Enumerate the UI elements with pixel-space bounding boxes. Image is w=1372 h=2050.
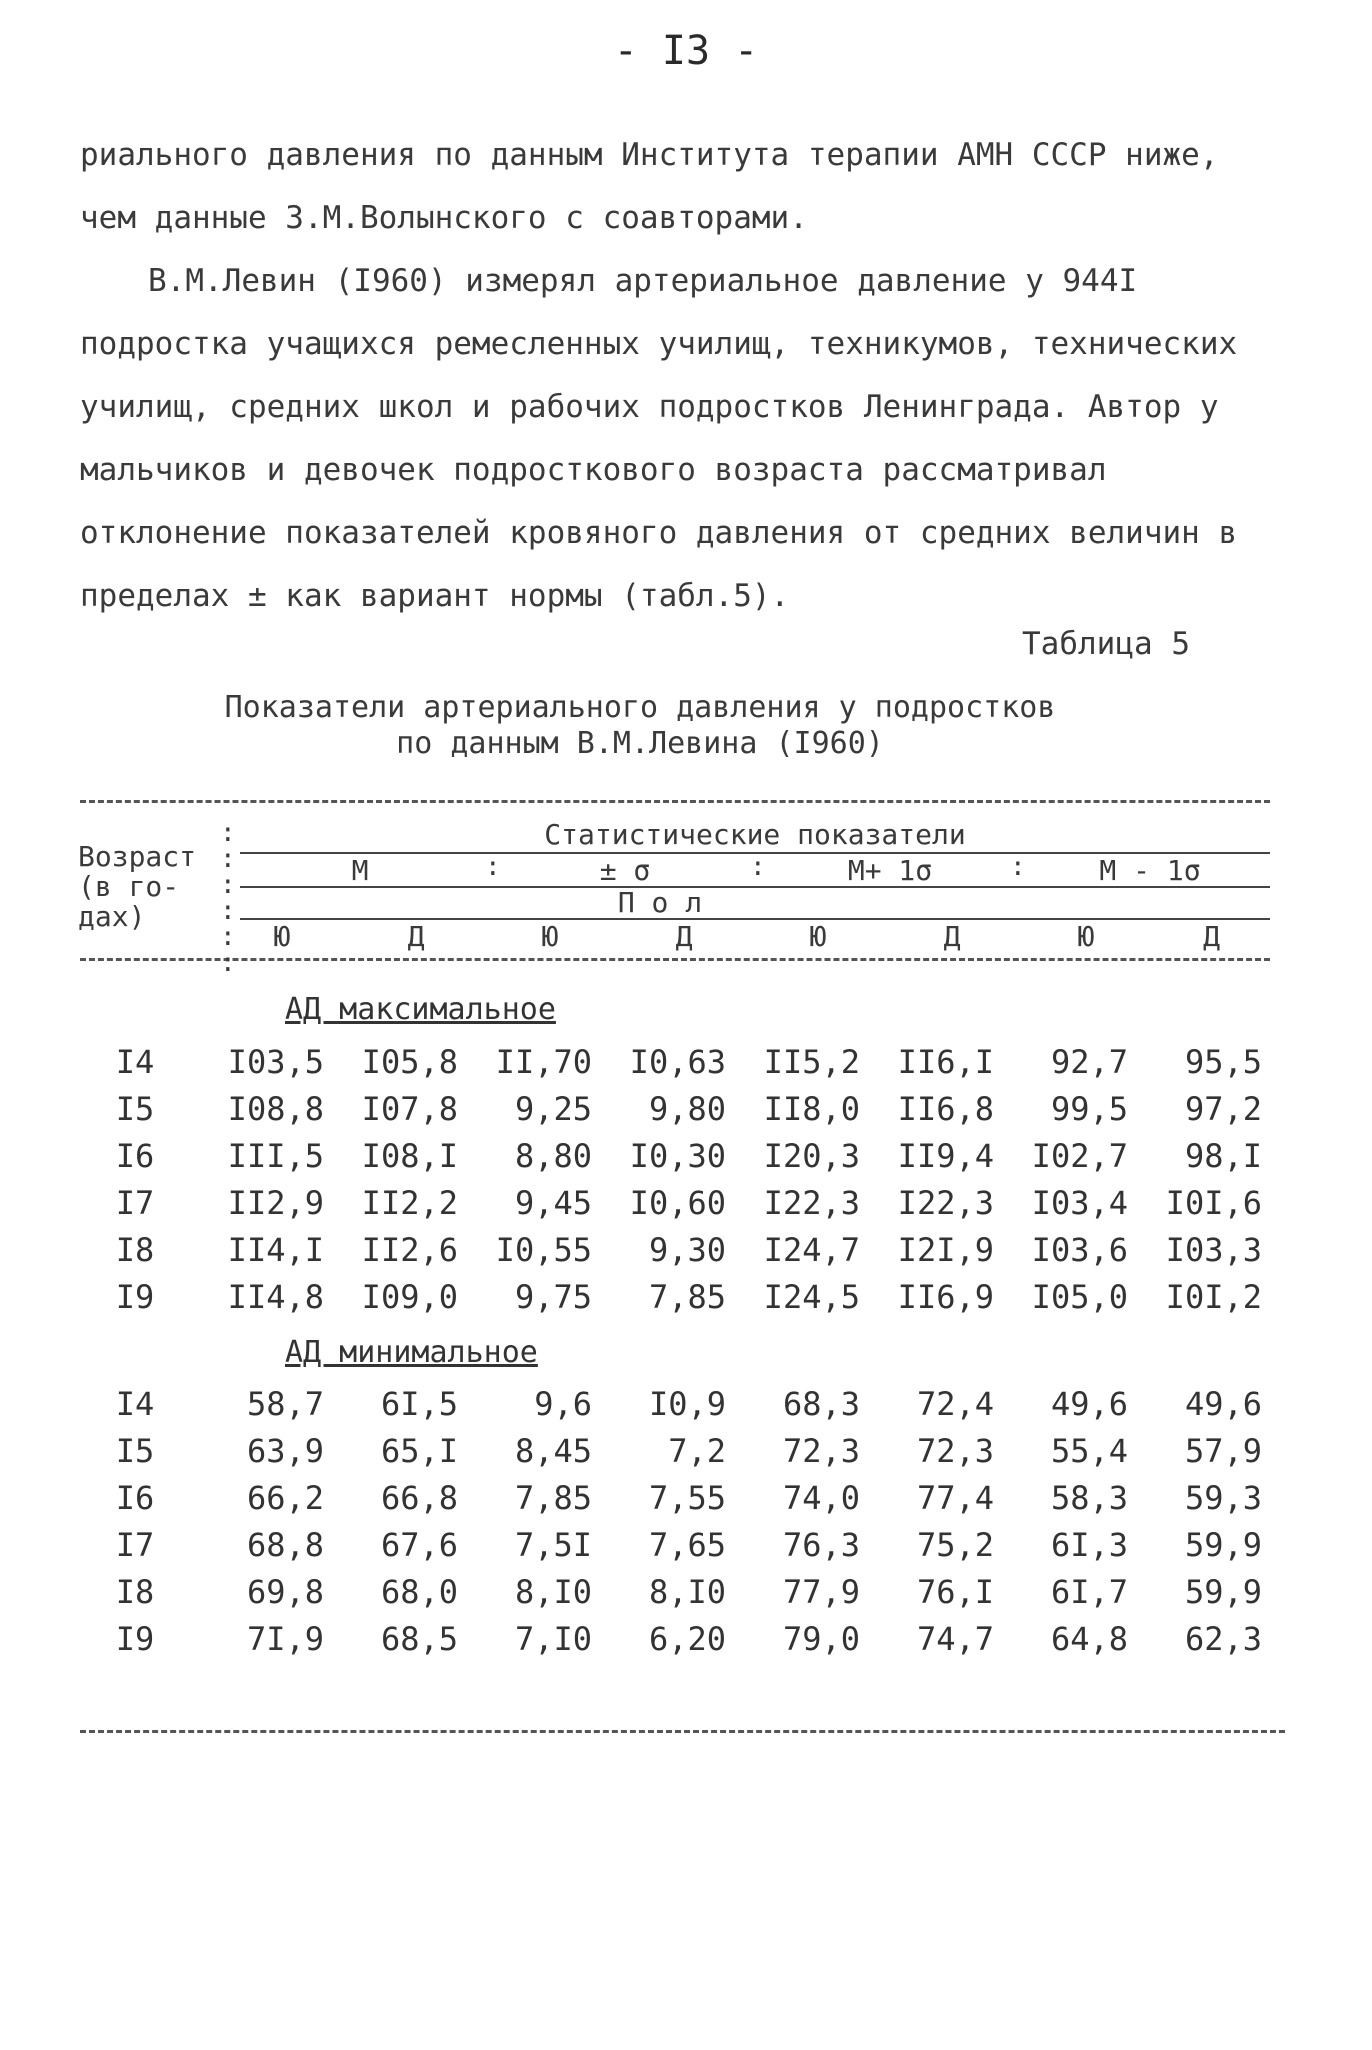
age-cell: I7 — [115, 1525, 155, 1564]
value-cell: I24,7 — [763, 1230, 860, 1269]
value-cell: 98,I — [1184, 1136, 1262, 1175]
value-cell: I20,3 — [763, 1136, 860, 1175]
header-separator: : : : : : : — [220, 818, 236, 978]
value-cell: 7,85 — [514, 1478, 592, 1517]
value-cell: 8,80 — [514, 1136, 592, 1175]
age-cell: I8 — [115, 1230, 155, 1269]
value-cell: I03,6 — [1031, 1230, 1128, 1269]
value-cell: 68,0 — [380, 1572, 458, 1611]
age-cell: I5 — [115, 1089, 155, 1128]
value-cell: 7,I0 — [514, 1619, 592, 1658]
col-header-mean: М — [351, 854, 369, 887]
age-cell: I5 — [115, 1431, 155, 1470]
value-cell: II9,4 — [897, 1136, 994, 1175]
value-cell: 59,9 — [1184, 1572, 1262, 1611]
data-table-min — [80, 1380, 1262, 1662]
value-cell: I03,5 — [227, 1042, 324, 1081]
sex-label: Д — [675, 920, 693, 953]
value-cell: 59,9 — [1184, 1525, 1262, 1564]
value-cell: 9,30 — [648, 1230, 726, 1269]
table-row — [80, 1380, 1262, 1427]
page-number: - I3 - — [613, 28, 759, 74]
value-cell: I0,55 — [495, 1230, 592, 1269]
value-cell: 7,5I — [514, 1525, 592, 1564]
value-cell: I09,0 — [361, 1277, 458, 1316]
table-row — [80, 1273, 1262, 1320]
age-cell: I4 — [115, 1042, 155, 1081]
sep: : — [1010, 852, 1026, 882]
value-cell: I0,9 — [648, 1384, 726, 1423]
value-cell: 7I,9 — [246, 1619, 324, 1658]
value-cell: II5,2 — [763, 1042, 860, 1081]
value-cell: II4,8 — [227, 1277, 324, 1316]
value-cell: 6I,5 — [380, 1384, 458, 1423]
value-cell: I0,63 — [629, 1042, 726, 1081]
value-cell: 77,4 — [916, 1478, 994, 1517]
value-cell: I22,3 — [763, 1183, 860, 1222]
value-cell: II6,9 — [897, 1277, 994, 1316]
value-cell: 7,65 — [648, 1525, 726, 1564]
table-row — [80, 1474, 1262, 1521]
table-header-bottom-rule — [80, 958, 1270, 961]
value-cell: 77,9 — [782, 1572, 860, 1611]
age-cell: I8 — [115, 1572, 155, 1611]
value-cell: 8,45 — [514, 1431, 592, 1470]
value-cell: 6,20 — [648, 1619, 726, 1658]
value-cell: I2I,9 — [897, 1230, 994, 1269]
table-row — [80, 1427, 1262, 1474]
value-cell: 9,45 — [514, 1183, 592, 1222]
table-row — [80, 1521, 1262, 1568]
value-cell: 72,3 — [916, 1431, 994, 1470]
value-cell: 7,85 — [648, 1277, 726, 1316]
sex-label: Д — [407, 920, 425, 953]
col-header-mean-minus-sigma: М - 1σ — [1099, 854, 1201, 887]
value-cell: 75,2 — [916, 1525, 994, 1564]
table-row — [80, 1226, 1262, 1273]
value-cell: 66,8 — [380, 1478, 458, 1517]
sex-label: Д — [943, 920, 961, 953]
value-cell: 72,3 — [782, 1431, 860, 1470]
value-cell: I0I,6 — [1165, 1183, 1262, 1222]
value-cell: 76,3 — [782, 1525, 860, 1564]
section-title-max: АД максимальное — [285, 992, 556, 1027]
sex-label: Ю — [273, 920, 291, 953]
value-cell: 68,5 — [380, 1619, 458, 1658]
value-cell: 72,4 — [916, 1384, 994, 1423]
table-bottom-rule — [80, 1730, 1285, 1733]
value-cell: I05,0 — [1031, 1277, 1128, 1316]
table-row — [80, 1568, 1262, 1615]
value-cell: 9,6 — [534, 1384, 592, 1423]
value-cell: II6,8 — [897, 1089, 994, 1128]
table-title-line2: по данным В.М.Левина (I960) — [396, 726, 884, 761]
table-label: Таблица 5 — [1022, 626, 1190, 662]
value-cell: 67,6 — [380, 1525, 458, 1564]
value-cell: II2,9 — [227, 1183, 324, 1222]
value-cell: 9,25 — [514, 1089, 592, 1128]
sep: : — [750, 852, 766, 882]
value-cell: 7,55 — [648, 1478, 726, 1517]
value-cell: 74,7 — [916, 1619, 994, 1658]
value-cell: 58,7 — [246, 1384, 324, 1423]
value-cell: I0,60 — [629, 1183, 726, 1222]
value-cell: II2,6 — [361, 1230, 458, 1269]
table-title-line1: Показатели артериального давления у подростков — [224, 690, 1056, 725]
paragraph-continuation: риального давления по данным Института терапии АМН СССР ниже, чем данные З.М.Волынского с соавторами. — [80, 137, 1219, 236]
value-cell: 64,8 — [1050, 1619, 1128, 1658]
value-cell: 58,3 — [1050, 1478, 1128, 1517]
table-row — [80, 1179, 1262, 1226]
value-cell: 69,8 — [246, 1572, 324, 1611]
value-cell: 76,I — [916, 1572, 994, 1611]
value-cell: I03,3 — [1165, 1230, 1262, 1269]
table-top-rule — [80, 800, 1270, 803]
col-header-mean-plus-sigma: М+ 1σ — [847, 854, 933, 887]
value-cell: 99,5 — [1050, 1089, 1128, 1128]
paragraph-levin: В.М.Левин (I960) измерял артериальное давление у 944I подростка учащихся ремесленных училищ, техникумов, технических училищ, средних школ и рабочих подростков Ленинграда. Автор у мальчиков и девочек подросткового возраста рассматривал отклонение показателей кровяного давления от средних величин в пределах ± как вариант нормы (табл.5). — [80, 263, 1238, 614]
sex-header: П о л — [617, 886, 703, 919]
value-cell: I02,7 — [1031, 1136, 1128, 1175]
value-cell: II4,I — [227, 1230, 324, 1269]
value-cell: 97,2 — [1184, 1089, 1262, 1128]
value-cell: III,5 — [227, 1136, 324, 1175]
data-table-max — [80, 1038, 1262, 1320]
value-cell: I08,8 — [227, 1089, 324, 1128]
value-cell: I0,30 — [629, 1136, 726, 1175]
section-title-min: АД минимальное — [285, 1335, 538, 1370]
value-cell: I08,I — [361, 1136, 458, 1175]
sex-label: Д — [1203, 920, 1220, 953]
sex-label: Ю — [809, 920, 827, 953]
sep: : — [485, 852, 501, 882]
value-cell: 63,9 — [246, 1431, 324, 1470]
value-cell: 9,80 — [648, 1089, 726, 1128]
sex-label: Ю — [1077, 920, 1095, 953]
value-cell: 79,0 — [782, 1619, 860, 1658]
value-cell: II2,2 — [361, 1183, 458, 1222]
age-cell: I6 — [115, 1136, 155, 1175]
value-cell: 59,3 — [1184, 1478, 1262, 1517]
age-cell: I4 — [115, 1384, 155, 1423]
value-cell: 68,8 — [246, 1525, 324, 1564]
value-cell: I03,4 — [1031, 1183, 1128, 1222]
value-cell: 95,5 — [1184, 1042, 1262, 1081]
value-cell: 74,0 — [782, 1478, 860, 1517]
value-cell: 8,I0 — [648, 1572, 726, 1611]
table-row — [80, 1132, 1262, 1179]
value-cell: 65,I — [380, 1431, 458, 1470]
value-cell: 55,4 — [1050, 1431, 1128, 1470]
col-header-sigma: ± σ — [599, 854, 651, 887]
value-cell: 8,I0 — [514, 1572, 592, 1611]
age-header-line2: (в го- — [78, 870, 180, 903]
value-cell: II6,I — [897, 1042, 994, 1081]
value-cell: 49,6 — [1184, 1384, 1262, 1423]
value-cell: 7,2 — [668, 1431, 726, 1470]
age-cell: I6 — [115, 1478, 155, 1517]
value-cell: II8,0 — [763, 1089, 860, 1128]
value-cell: II,70 — [495, 1042, 592, 1081]
value-cell: 9,75 — [514, 1277, 592, 1316]
value-cell: 62,3 — [1184, 1619, 1262, 1658]
value-cell: 68,3 — [782, 1384, 860, 1423]
value-cell: 6I,3 — [1050, 1525, 1128, 1564]
table-row — [80, 1085, 1262, 1132]
value-cell: 6I,7 — [1050, 1572, 1128, 1611]
age-header-line1: Возраст — [78, 840, 197, 873]
value-cell: I22,3 — [897, 1183, 994, 1222]
age-header — [78, 842, 196, 932]
age-cell: I9 — [115, 1619, 155, 1658]
stat-indicators-header: Статистические показатели — [544, 818, 966, 851]
sex-label: Ю — [541, 920, 559, 953]
age-header-line3: дах) — [78, 900, 146, 933]
value-cell: I24,5 — [763, 1277, 860, 1316]
value-cell: 66,2 — [246, 1478, 324, 1517]
value-cell: 49,6 — [1050, 1384, 1128, 1423]
value-cell: I05,8 — [361, 1042, 458, 1081]
age-cell: I9 — [115, 1277, 155, 1316]
table-title — [180, 690, 1100, 762]
value-cell: I07,8 — [361, 1089, 458, 1128]
table-row — [80, 1615, 1262, 1662]
table-row — [80, 1038, 1262, 1085]
value-cell: 92,7 — [1050, 1042, 1128, 1081]
value-cell: I0I,2 — [1165, 1277, 1262, 1316]
value-cell: 57,9 — [1184, 1431, 1262, 1470]
age-cell: I7 — [115, 1183, 155, 1222]
